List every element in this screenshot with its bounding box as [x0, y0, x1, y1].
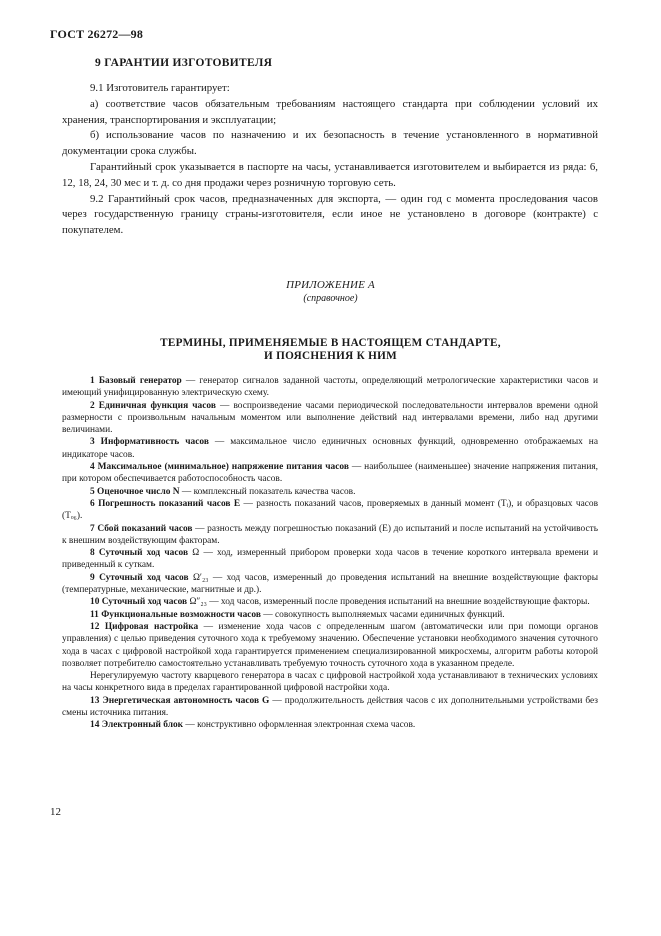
term-name: Максимальное (минимальное) напряжение питания часов — [97, 462, 349, 473]
section-9-paragraph: Гарантийный срок указывается в паспорте на часы, устанавливается изготовителем и выбирается из ряда: 6, 12, 18, 24, 30 мес и т. д. со дня продажи через розничную торговую сеть. — [62, 160, 598, 189]
term-name: Базовый генератор — [98, 376, 182, 386]
term-item — [62, 436, 598, 461]
section-9-paragraph: а) соответствие часов обязательным требованиям настоящего стандарта при соблюдении условий их хранения, транспортирования и эксплуатации; — [62, 97, 598, 126]
term-item — [62, 621, 598, 670]
term-number: 9 — [90, 572, 95, 583]
section-9-paragraph: 9.1 Изготовитель гарантирует: — [90, 82, 230, 94]
term-item — [62, 486, 598, 498]
term-definition: — разность между погрешностью показаний (E) до испытаний и после испытаний на устойчивость к внешним воздействующим факторам. — [62, 523, 598, 546]
term-number: 6 — [90, 498, 95, 509]
appendix-subtitle: (справочное) — [303, 293, 358, 304]
term-name: Энергетическая автономность часов G — [102, 695, 270, 706]
term-item — [62, 375, 598, 400]
term-definition: — воспроизведение часами периодической последовательности интервалов времени одной размерности с произвольным начальным моментом или выполнение действий над интервалами времени, либо над другими величинами. — [62, 400, 599, 436]
term-name: Погрешность показаний часов E — [98, 498, 241, 509]
term-item — [62, 609, 598, 621]
term-definition: — генератор сигналов заданной частоты, определяющий метрологические характеристики часов и имеющий унифицированную электрическую схему. — [62, 376, 598, 399]
term-item — [62, 596, 598, 608]
term-name: Суточный ход часов — [98, 548, 189, 559]
term-number: 3 — [90, 437, 95, 448]
term-name: Сбой показаний часов — [97, 523, 193, 534]
term-definition: — разность показаний часов, проверяемых в данный момент (Tᵢ), и образцовых часов (Tₒ₆). — [62, 498, 599, 522]
term-definition: — продолжительность действия часов с их дополнительными устройствами без смены источника питания. — [62, 695, 599, 719]
term-definition: — наибольшее (наименьшее) значение напряжения питания, при котором обеспечивается работоспособность часов. — [62, 462, 598, 485]
term-name: Электронный блок — [101, 720, 184, 731]
term-item — [62, 719, 598, 731]
term-number: 13 — [90, 695, 100, 706]
term-item — [62, 695, 598, 720]
term-number: 5 — [90, 486, 95, 497]
term-number: 2 — [90, 400, 95, 411]
term-number: 12 — [90, 621, 100, 632]
term-item — [62, 498, 598, 523]
standard-code-header: ГОСТ 26272—98 — [50, 27, 144, 41]
section-9-body — [62, 81, 598, 239]
term-definition: — комплексный показатель качества часов. — [179, 486, 356, 497]
page-number: 12 — [50, 806, 61, 818]
section-9-paragraph: б) использование часов по назначению и их безопасность в течение установленного в нормативной документации срока службы. — [62, 129, 598, 158]
section-9-title: 9 ГАРАНТИИ ИЗГОТОВИТЕЛЯ — [95, 57, 273, 69]
term-definition: Ω″₂₃ — ход часов, измеренный после проведения испытаний на внешние воздействующие факторы. — [187, 597, 590, 608]
term-number: 1 — [90, 376, 95, 386]
term-name: Суточный ход часов — [99, 572, 189, 583]
term-name: Оценочное число N — [97, 486, 180, 497]
term-name: Цифровая настройка — [104, 621, 199, 632]
term-definition: — совокупность выполняемых часами единичных функций. — [260, 609, 505, 620]
term-definition: — максимальное число единичных основных функций, одновременно отображаемых на индикаторе часов. — [62, 437, 598, 460]
term-item — [62, 572, 598, 597]
term-number: 14 — [90, 720, 100, 731]
appendix-heading-line: И ПОЯСНЕНИЯ К НИМ — [264, 350, 397, 362]
term-definition: — конструктивно оформленная электронная схема часов. — [183, 720, 416, 731]
term-name: Функциональные возможности часов — [101, 609, 261, 620]
term-name: Единичная функция часов — [98, 400, 216, 411]
term-name: Информативность часов — [100, 437, 209, 448]
term-number: 11 — [90, 609, 99, 620]
term-item — [62, 670, 598, 695]
section-9-paragraph: 9.2 Гарантийный срок часов, предназначенных для экспорта, — один год с момента проследования часов через государственную границу страны-изготовителя, если иное не установлено в договоре (контракте) с покупателем. — [62, 192, 598, 237]
appendix-heading — [0, 337, 661, 363]
term-item — [62, 523, 598, 548]
term-item — [62, 547, 598, 572]
term-number: 7 — [90, 523, 95, 534]
term-definition: Нерегулируемую частоту кварцевого генератора в часах с цифровой настройкой хода устанавливают в технических условиях на часы конкретного вида в пределах гарантированной цифровой настройки хода. — [62, 671, 598, 694]
appendix-heading-line: ТЕРМИНЫ, ПРИМЕНЯЕМЫЕ В НАСТОЯЩЕМ СТАНДАРТЕ, — [160, 337, 501, 349]
term-name: Суточный ход часов — [101, 597, 188, 608]
term-number: 4 — [90, 462, 95, 473]
term-number: 10 — [90, 597, 100, 608]
term-definition: Ω — ход, измеренный прибором проверки хода часов в течение короткого интервала времени и приведенный к суткам. — [62, 548, 598, 571]
terms-list — [62, 375, 598, 732]
term-item — [62, 400, 598, 437]
term-number: 8 — [90, 548, 95, 559]
term-definition: Ω′₂₃ — ход часов, измеренный до проведения испытаний на внешние воздействующие факторы (температурные, механические, магнитные и др.). — [62, 572, 598, 596]
term-definition: — изменение хода часов с определенным шагом (автоматически или при помощи органов управления) с целью приведения суточного хода к требуемому значению. Обеспечение установки необходимого значения суточного хода в часах с цифровой настройкой хода гарантируется применением специализированной микросхемы, алгоритм работы которой позволяет потребителю самостоятельно устанавливать требуемую точность суточного хода в указанном пределе. — [62, 621, 599, 669]
term-item — [62, 461, 598, 486]
appendix-title: ПРИЛОЖЕНИЕ А — [286, 279, 375, 291]
